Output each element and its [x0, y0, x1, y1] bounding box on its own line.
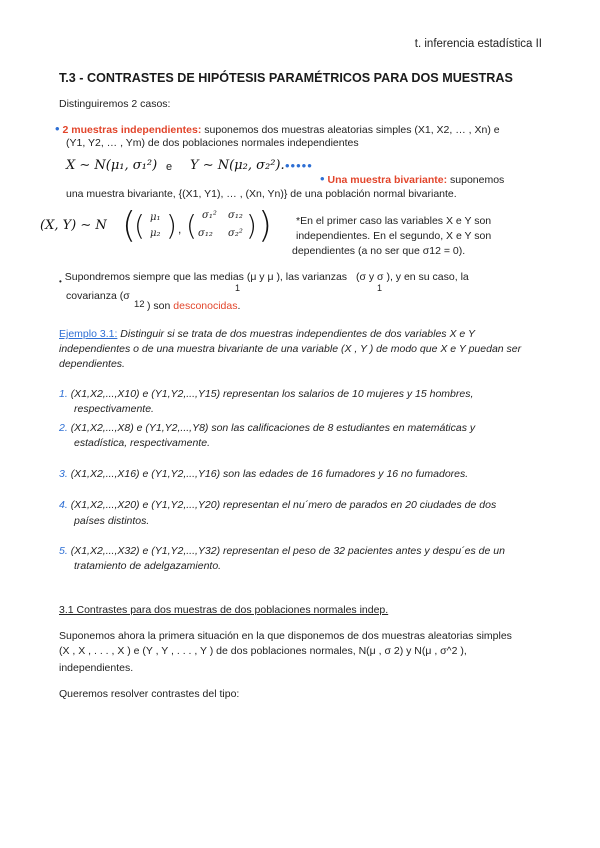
assume-text-d: (σ — [355, 271, 366, 283]
sub-sigma1: 1 — [377, 283, 383, 293]
list-number: 1. — [59, 388, 68, 400]
section-p2: Queremos resolver contrastes del tipo: — [59, 688, 240, 700]
section-p1-line2: (X , X , . . . , X ) e (Y , Y , . . . , Y ) de dos poblaciones normales, N(μ , σ 2) y N(μ , σ^2 ), — [59, 645, 467, 657]
bullet-icon: • — [320, 171, 325, 186]
formula-comma: , — [178, 222, 182, 236]
mean-paren-right: ) — [166, 209, 177, 242]
note-line3: dependientes (a no ser que σ12 = 0). — [292, 245, 466, 257]
formula-lhs: (X, Y) ∼ N — [40, 218, 107, 233]
cov-s11: σ₁² — [202, 210, 217, 221]
case1-text-a: suponemos dos muestras aleatorias simples (X1, X2, … , Xn) e — [201, 124, 500, 136]
assume-son: ) son — [147, 300, 174, 312]
list-item-line1: (X1,X2,...,X8) e (Y1,Y2,...,Y8) son las calificaciones de 8 estudiantes en matemáticas y — [70, 422, 476, 434]
list-item-line2: respectivamente. — [74, 403, 154, 415]
cov-s22: σ₂² — [228, 228, 243, 239]
example-line3: dependientes. — [59, 358, 125, 370]
list-item-line1: (X1,X2,...,X32) e (Y1,Y2,...,Y32) representan el peso de 32 pacientes antes y despu´es de un — [70, 545, 505, 557]
outer-paren-left: ( — [122, 205, 137, 246]
mean-mu2: μ₂ — [150, 228, 161, 239]
list-item-line2: estadística, respectivamente. — [74, 437, 210, 449]
cov-s21: σ₁₂ — [198, 228, 213, 239]
section-p1-line3: independientes. — [59, 662, 134, 674]
list-number: 3. — [59, 468, 68, 480]
outer-paren-right: ) — [258, 205, 273, 246]
mean-paren-left: ( — [134, 209, 145, 242]
example-line2: independientes o de una muestra bivariante de una variable (X , Y ) de modo que X e Y puedan ser — [59, 343, 522, 355]
assumption-line2-end — [147, 298, 240, 315]
list-item-line2: tratamiento de adelgazamiento. — [74, 560, 222, 572]
list-item-line1: (X1,X2,...,X20) e (Y1,Y2,...,Y20) representan el nu´mero de parados en 20 ciudades de dos — [70, 499, 497, 511]
formula-x: X ∼ N(μ₁, σ₁²) — [66, 158, 158, 173]
bivariate-formula — [40, 205, 273, 250]
bullet-icon: • — [55, 121, 60, 136]
assume-text-f: ), y en su caso, la — [386, 271, 469, 283]
document-header: t. inferencia estadística II — [414, 38, 542, 50]
assume-text-c: ), las varianzas — [276, 271, 348, 283]
page-title: T.3 - CONTRASTES DE HIPÓTESIS PARAMÉTRICOS PARA DOS MUESTRAS — [59, 71, 513, 85]
assume-text-b: y μ — [259, 271, 274, 283]
note-line1: *En el primer caso las variables X e Y son — [296, 215, 492, 227]
note-line2: independientes. En el segundo, X e Y son — [296, 230, 492, 242]
cov-paren-left: ( — [186, 209, 197, 242]
intro-text: Distinguiremos 2 casos: — [59, 98, 171, 110]
cov-paren-right: ) — [246, 209, 257, 242]
assumption-line2 — [66, 288, 130, 305]
case1-label: 2 muestras independientes: — [62, 124, 202, 136]
section-heading: 3.1 Contrastes para dos muestras de dos poblaciones normales indep. — [59, 604, 389, 616]
mean-mu1: μ₁ — [150, 212, 161, 223]
list-number: 2. — [59, 422, 68, 434]
example-link[interactable]: Ejemplo 3.1: — [59, 328, 118, 340]
list-number: 4. — [59, 499, 68, 511]
small-bullet-icon: • — [59, 277, 62, 286]
case2-text-a: suponemos — [447, 174, 505, 186]
list-number: 5. — [59, 545, 68, 557]
cov-s12: σ₁₂ — [228, 210, 243, 221]
assume-text-e: y σ — [368, 271, 384, 283]
formula-y: Y ∼ N(μ₂, σ₂²). — [190, 158, 285, 173]
assumption-line1 — [59, 269, 579, 286]
unknown-word: desconocidas — [173, 300, 238, 312]
sub-sigma12: 12 — [134, 299, 145, 310]
example-text-1: Distinguir si se trata de dos muestras independientes de dos variables X e Y — [117, 328, 475, 340]
ellipsis-dots: ••••• — [285, 158, 313, 173]
case2-text-b: una muestra bivariante, {(X1, Y1), … , (Xn, Yn)} de una población normal bivariante. — [66, 188, 457, 200]
case1-text-b: (Y1, Y2, … , Ym) de dos poblaciones normales independientes — [66, 137, 359, 149]
list-item — [59, 466, 468, 483]
list-item-line1: (X1,X2,...,X16) e (Y1,Y2,...,Y16) son las edades de 16 fumadores y 16 no fumadores. — [70, 468, 469, 480]
formula-e: e — [166, 161, 173, 173]
assume-text-a: Supondremos siempre que las medias (μ — [64, 271, 257, 283]
sub-mu1: 1 — [235, 283, 241, 293]
assume-cov-text: covarianza (σ — [66, 290, 130, 302]
case2-label: Una muestra bivariante: — [327, 174, 448, 186]
list-item-line2: países distintos. — [74, 515, 150, 527]
list-item — [59, 497, 496, 514]
assume-period: . — [237, 300, 241, 312]
section-p1-line1: Suponemos ahora la primera situación en la que disponemos de dos muestras aleatorias simples — [59, 630, 512, 642]
list-item-line1: (X1,X2,...,X10) e (Y1,Y2,...,Y15) representan los salarios de 10 mujeres y 15 hombres, — [70, 388, 474, 400]
